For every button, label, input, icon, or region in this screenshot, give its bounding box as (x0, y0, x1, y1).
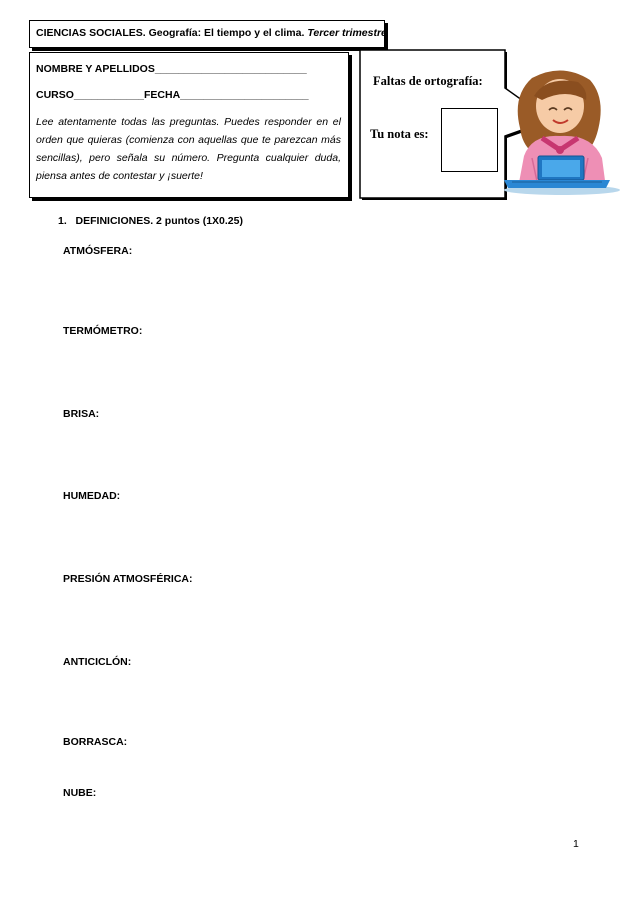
document-title: CIENCIAS SOCIALES. Geografía: El tiempo y el clima. Tercer trimestre (36, 27, 387, 39)
term-brisa: BRISA: (63, 408, 100, 420)
term-atmosfera: ATMÓSFERA: (63, 245, 133, 257)
section-heading: 1. DEFINICIONES. 2 puntos (1X0.25) (58, 215, 243, 227)
spelling-errors-label: Faltas de ortografía: (373, 74, 483, 88)
course-date-line[interactable]: CURSO____________FECHA______________________ (36, 89, 309, 101)
page-number: 1 (573, 838, 579, 850)
term-nube: NUBE: (63, 787, 97, 799)
student-info-box (29, 52, 349, 198)
term-humedad: HUMEDAD: (63, 490, 121, 502)
teacher-at-laptop-illustration (502, 66, 624, 196)
grade-label: Tu nota es: (370, 127, 429, 141)
instructions-text: Lee atentamente todas las preguntas. Puedes responder en el orden que quieras (comienza con aquellas que te parezcan más sencillas), pero señala su número. Pregunta cualquier duda, piensa antes de contestar y ¡suerte! (36, 116, 341, 182)
term-presion-atmosferica: PRESIÓN ATMOSFÉRICA: (63, 573, 193, 585)
term-termometro: TERMÓMETRO: (63, 325, 143, 337)
term-borrasca: BORRASCA: (63, 736, 128, 748)
name-line[interactable]: NOMBRE Y APELLIDOS__________________________ (36, 63, 307, 75)
title-box (29, 20, 385, 48)
grade-input-box[interactable] (441, 108, 498, 172)
term-anticiclon: ANTICICLÓN: (63, 656, 132, 668)
